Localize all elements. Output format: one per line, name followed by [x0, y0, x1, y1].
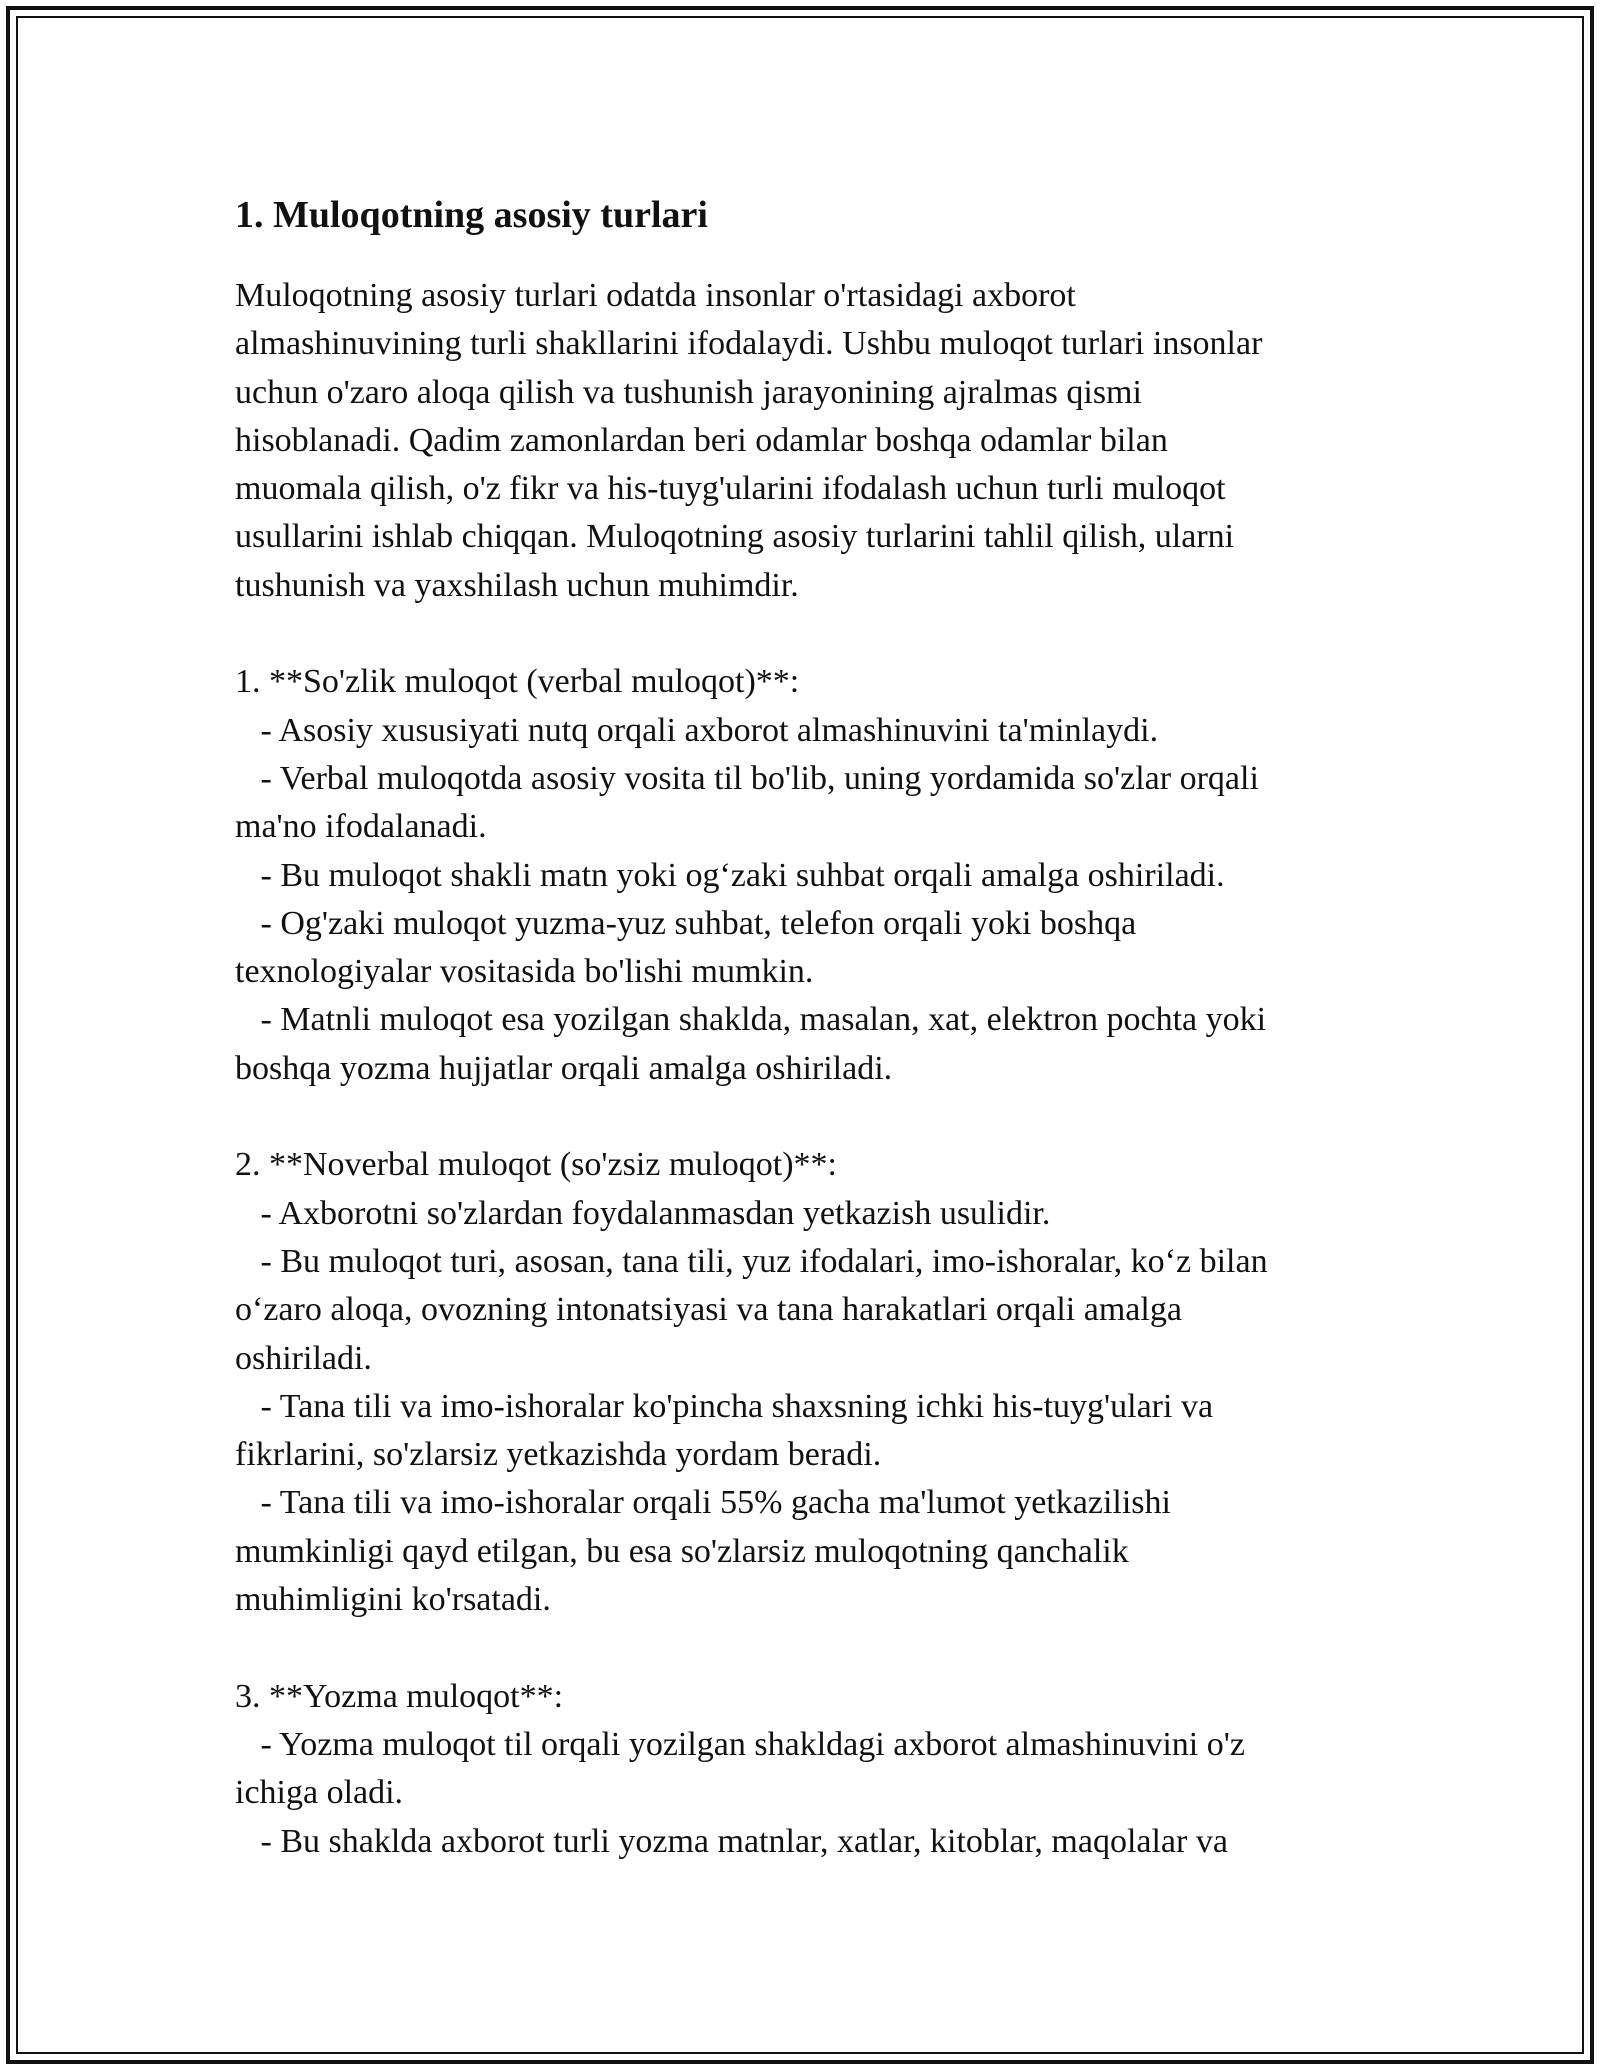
text-line: ma'no ifodalanadi. — [235, 808, 487, 846]
text-line: - Yozma muloqot til orqali yozilgan shakldagi axborot almashinuvini o'z — [235, 1725, 1245, 1763]
text-line: ichiga oladi. — [235, 1774, 404, 1812]
blank-line — [235, 610, 1365, 658]
document-body — [235, 186, 1365, 1866]
text-line: 1. **So'zlik muloqot (verbal muloqot)**: — [235, 663, 800, 701]
text-line: hisoblanadi. Qadim zamonlardan beri odamlar boshqa odamlar bilan — [235, 421, 1168, 459]
text-line: almashinuvining turli shakllarini ifodalaydi. Ushbu muloqot turlari insonlar — [235, 325, 1263, 363]
text-line: fikrlarini, so'zlarsiz yetkazishda yordam beradi. — [235, 1436, 882, 1474]
text-line: - Bu muloqot turi, asosan, tana tili, yuz ifodalari, imo-ishoralar, ko‘z bilan — [235, 1242, 1268, 1280]
text-line: - Axborotni so'zlardan foydalanmasdan yetkazish usulidir. — [235, 1194, 1051, 1232]
text-line: tushunish va yaxshilash uchun muhimdir. — [235, 566, 799, 604]
text-line: - Tana tili va imo-ishoralar orqali 55% gacha ma'lumot yetkazilishi — [235, 1484, 1171, 1522]
text-line: - Matnli muloqot esa yozilgan shaklda, masalan, xat, elektron pochta yoki — [235, 1001, 1267, 1039]
text-lines — [235, 272, 1365, 1866]
text-line: oshiriladi. — [235, 1339, 372, 1377]
text-line: muomala qilish, o'z fikr va his-tuyg'ularini ifodalash uchun turli muloqot — [235, 470, 1226, 508]
text-line: o‘zaro aloqa, ovozning intonatsiyasi va tana harakatlari orqali amalga — [235, 1291, 1182, 1329]
text-line: Muloqotning asosiy turlari odatda insonlar o'rtasidagi axborot — [235, 277, 1076, 314]
text-line: - Tana tili va imo-ishoralar ko'pincha shaxsning ichki his-tuyg'ulari va — [235, 1387, 1214, 1425]
text-line: - Bu muloqot shakli matn yoki og‘zaki suhbat orqali amalga oshiriladi. — [235, 856, 1225, 894]
blank-line — [235, 1093, 1365, 1141]
text-line: - Og'zaki muloqot yuzma-yuz suhbat, telefon orqali yoki boshqa — [235, 904, 1137, 942]
text-line: 3. **Yozma muloqot**: — [235, 1677, 564, 1715]
text-line: - Bu shaklda axborot turli yozma matnlar, xatlar, kitoblar, maqolalar va — [235, 1822, 1228, 1860]
text-line: - Asosiy xususiyati nutq orqali axborot almashinuvini ta'minlaydi. — [235, 711, 1159, 749]
blank-line — [235, 1624, 1365, 1672]
text-line: texnologiyalar vositasida bo'lishi mumkin. — [235, 953, 814, 991]
text-line: muhimligini ko'rsatadi. — [235, 1581, 551, 1619]
section-heading: 1. Muloqotning asosiy turlari — [235, 194, 708, 236]
text-line: usullarini ishlab chiqqan. Muloqotning asosiy turlarini tahlil qilish, ularni — [235, 518, 1235, 556]
text-line: boshqa yozma hujjatlar orqali amalga oshiriladi. — [235, 1049, 893, 1087]
text-line: uchun o'zaro aloqa qilish va tushunish jarayonining ajralmas qismi — [235, 373, 1142, 411]
text-line: - Verbal muloqotda asosiy vosita til bo'lib, uning yordamida so'zlar orqali — [235, 759, 1259, 797]
text-line: mumkinligi qayd etilgan, bu esa so'zlarsiz muloqotning qanchalik — [235, 1532, 1129, 1570]
text-line: 2. **Noverbal muloqot (so'zsiz muloqot)**: — [235, 1146, 837, 1184]
